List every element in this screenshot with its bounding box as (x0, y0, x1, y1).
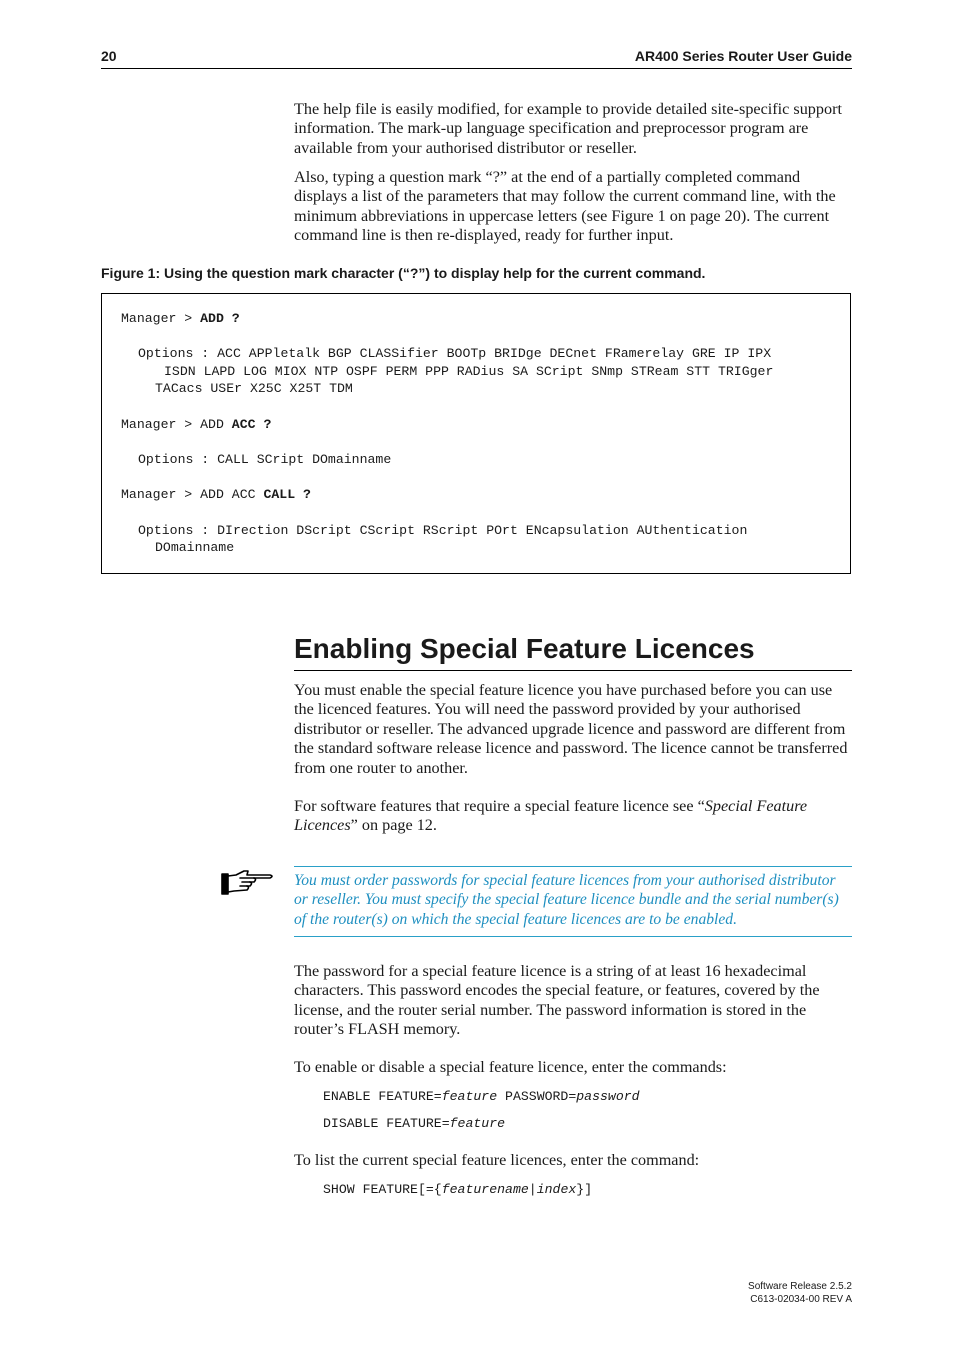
code-line-add: Manager > ADD ? (121, 311, 240, 326)
code-example-box (101, 293, 851, 574)
pointing-hand-icon (220, 866, 276, 903)
section-paragraph-1: You must enable the special feature licence you have purchased before you can use the licenced features. You will need the password provided by your authorised distributor or reseller. The advanced upgrade licence and password are different from the standard software release licence and password. The licence cannot be transferred from one router to another. (294, 681, 848, 777)
intro-paragraph-1: The help file is easily modified, for example to provide detailed site-specific support information. The mark-up language specification and preprocessor program are available from your authorised distributor or reseller. (294, 100, 842, 157)
guide-title: AR400 Series Router User Guide (634, 48, 852, 64)
section-paragraph-2: For software features that require a special feature licence see “Special Feature Licences” on page 12. (294, 797, 808, 835)
document-id: C613-02034-00 REV A (750, 1293, 852, 1305)
code-line-add-acc-call: Manager > ADD ACC CALL ? (121, 487, 311, 502)
code-options-3-line-2: DOmainname (155, 540, 235, 555)
section-paragraph-4: To enable or disable a special feature licence, enter the commands: (294, 1058, 727, 1076)
note-box: You must order passwords for special feature licences from your authorised distributor or reseller. You must specify the special feature licence bundle and the serial number(s) of the router(s) on which the special feature licences are to be enabled. (294, 866, 852, 937)
code-options-1-line-3: TACacs USEr X25C X25T TDM (155, 381, 353, 396)
show-feature-command: SHOW FEATURE[={featurename|index}] (323, 1182, 593, 1197)
page-header (101, 48, 852, 69)
code-line-add-acc: Manager > ADD ACC ? (121, 417, 272, 432)
section-heading: Enabling Special Feature Licences (294, 630, 852, 671)
code-options-3-line-1: Options : DIrection DScript CScript RScript POrt ENcapsulation AUthentication (138, 523, 748, 538)
section-paragraph-3: The password for a special feature licence is a string of at least 16 hexadecimal characters. This password encodes the special feature, or features, covered by the license, and the router serial number. The password information is stored in the router’s FLASH memory. (294, 962, 820, 1039)
enable-feature-command: ENABLE FEATURE=feature PASSWORD=password (323, 1089, 640, 1104)
page-footer (748, 1281, 852, 1306)
code-options-2: Options : CALL SCript DOmainname (138, 452, 392, 467)
figure-caption: Figure 1: Using the question mark character (“?”) to display help for the current command. (101, 265, 706, 281)
intro-paragraph-2: Also, typing a question mark “?” at the end of a partially completed command displays a list of the parameters that may follow the current command line, with the minimum abbreviations in uppercase letters (see Figure 1 on page 20). The current command line is then re-displayed, ready for further input. (294, 168, 836, 245)
disable-feature-command: DISABLE FEATURE=feature (323, 1116, 506, 1131)
code-options-1-line-1: Options : ACC APPletalk BGP CLASSifier BOOTp BRIDge DECnet FRamerelay GRE IP IPX (138, 346, 772, 361)
section-paragraph-5: To list the current special feature licences, enter the command: (294, 1151, 700, 1169)
page-number: 20 (101, 48, 117, 64)
code-options-1-line-2: ISDN LAPD LOG MIOX NTP OSPF PERM PPP RADius SA SCript SNmp STReam STT TRIGger (164, 364, 774, 379)
software-release: Software Release 2.5.2 (748, 1281, 852, 1292)
